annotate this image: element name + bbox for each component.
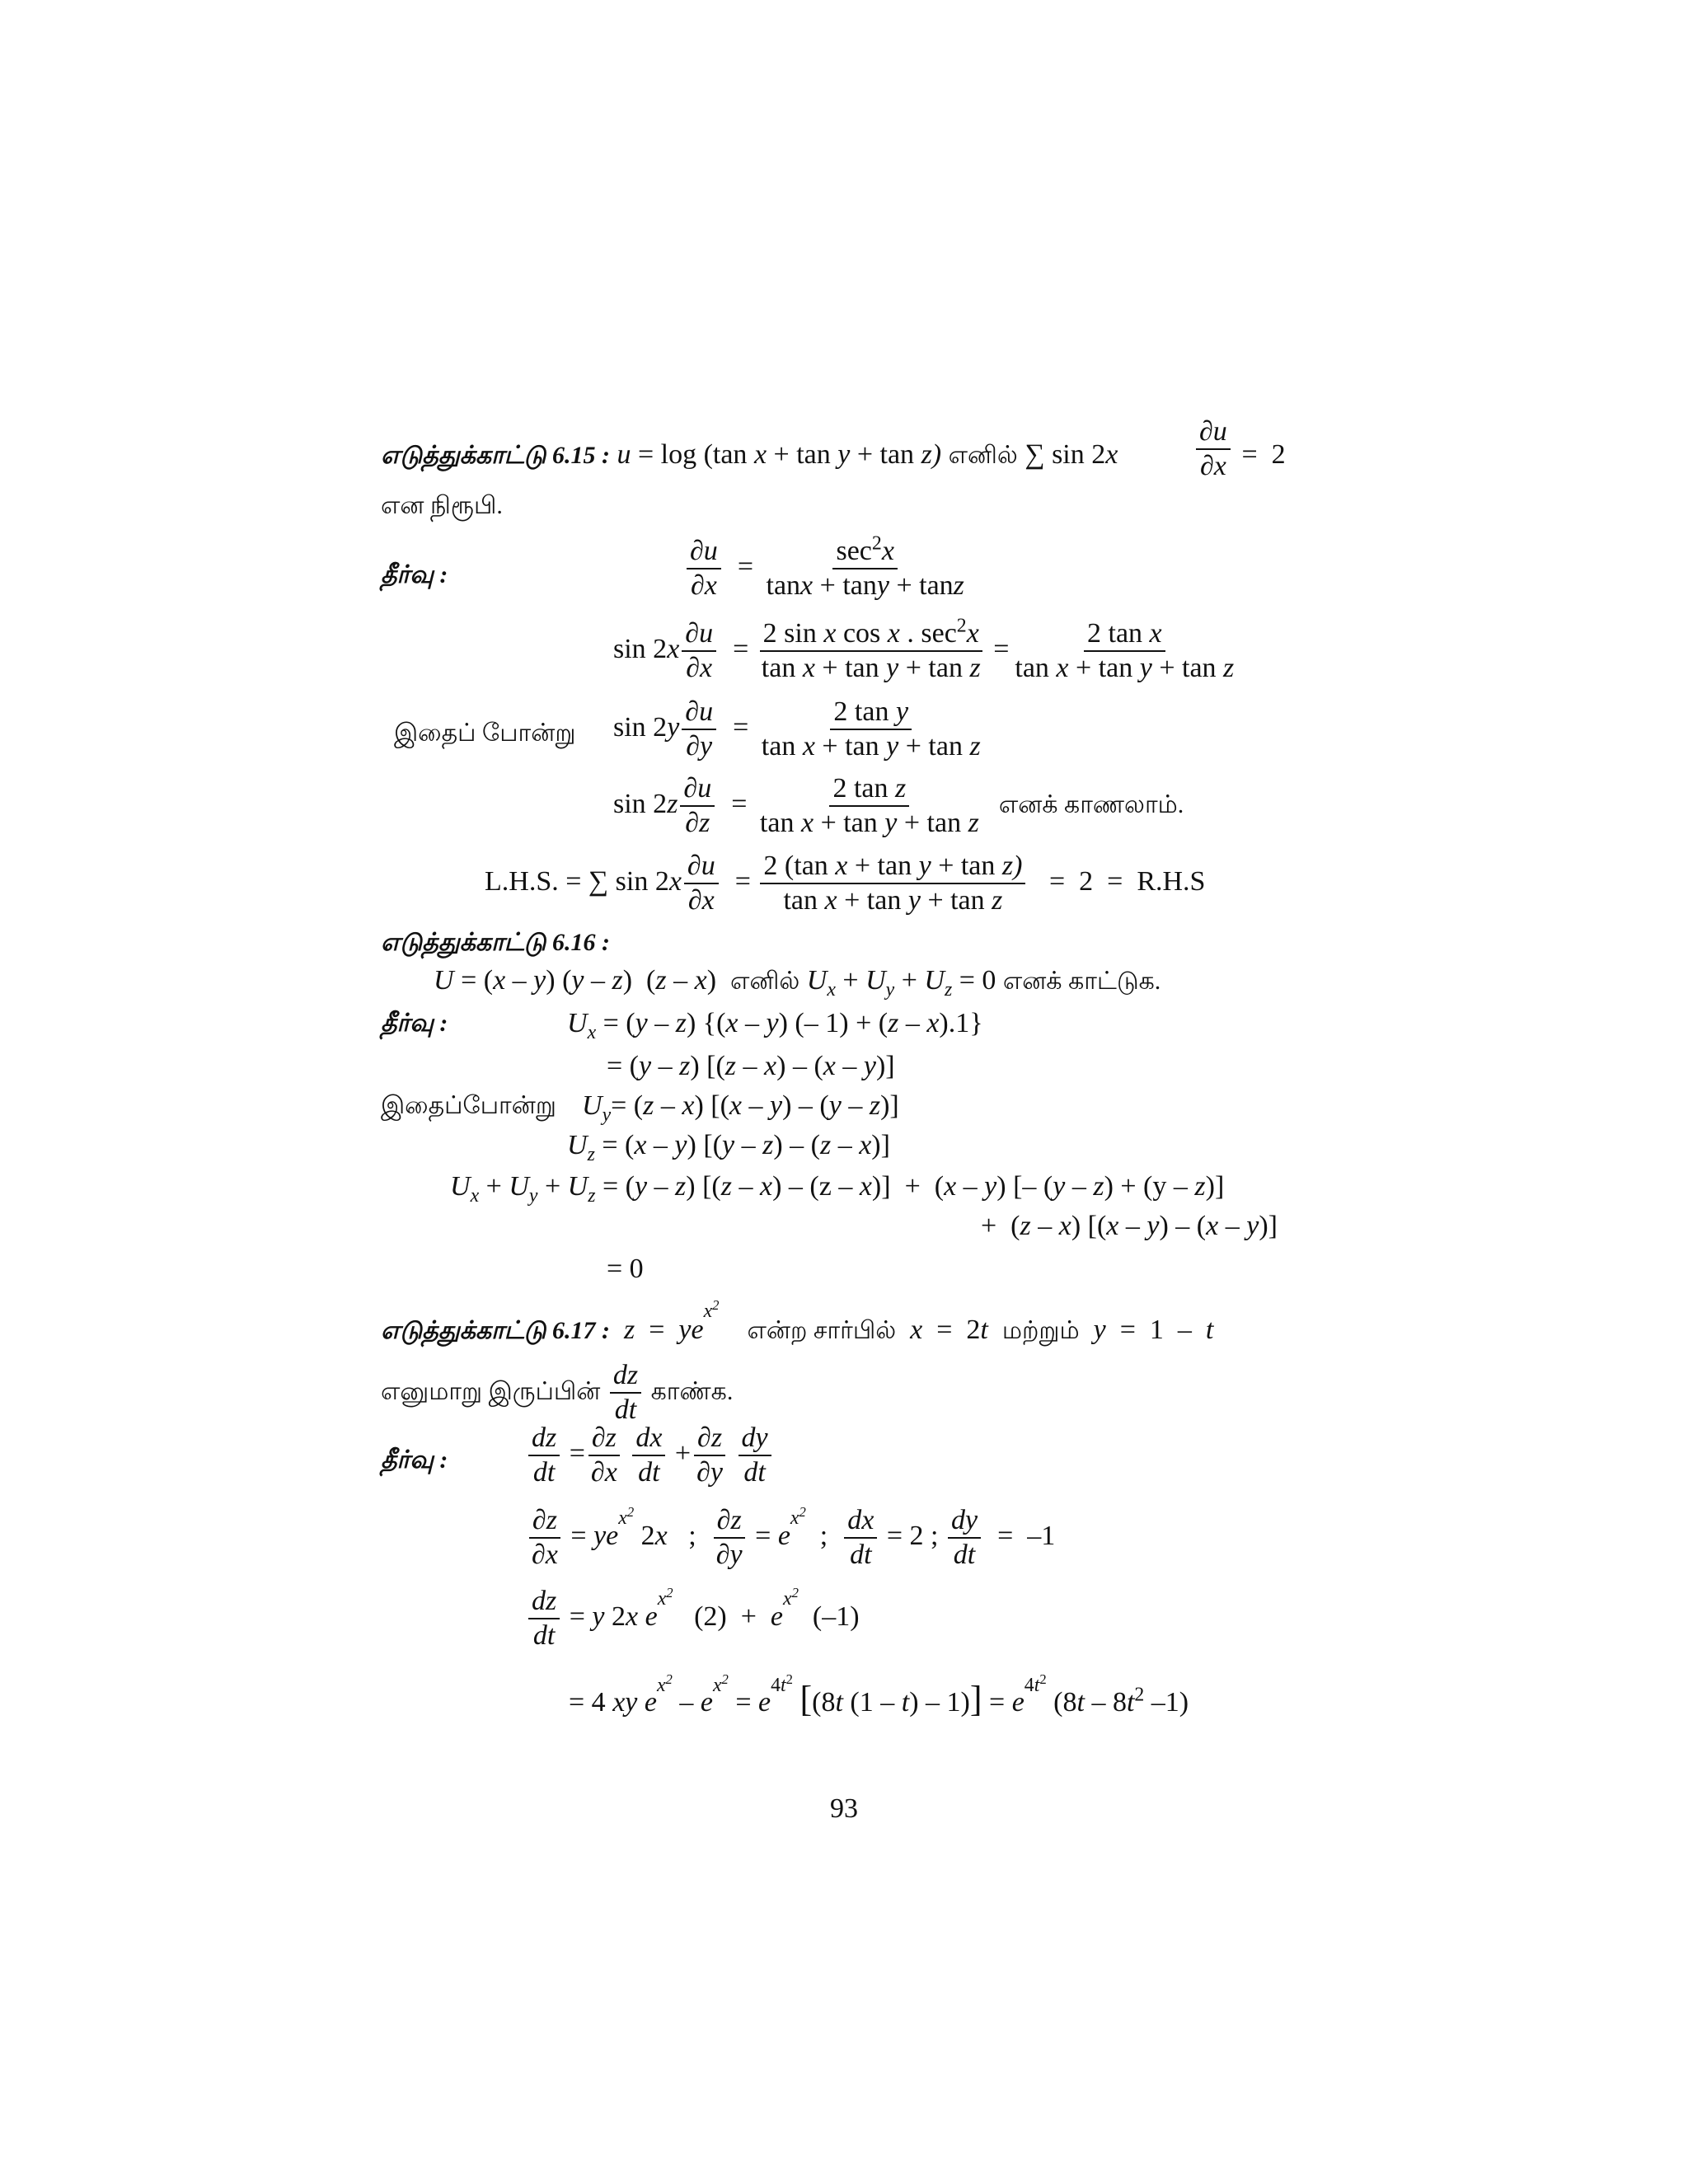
example-6-17-cont: எனுமாறு இருப்பின் $\frac{dz}{dt}$ காண்க. xyxy=(381,1360,734,1425)
example-6-15-solution-label: தீர்வு : xyxy=(381,561,448,588)
eq-16-ux: $U_x = (y - z)$ {(x – y) (– 1) + (z – x).1} xyxy=(567,1008,983,1043)
eq-16-ux-2: = (y – z) [(z – x) – (x – y)] xyxy=(607,1051,895,1081)
eq-15-line1: $\frac{\partial u}{\partial x}$ = $\frac{\sec^2x}{\tan x + \tan y + \tan z}$ xyxy=(684,536,970,602)
example-6-15-label: எடுத்துக்காட்டு 6.15 : xyxy=(381,442,610,469)
eq-16-uz: $U_z = (x - y)$ [(y – z) – (z – x)] xyxy=(567,1130,890,1165)
example-6-17-solution-label: தீர்வு : xyxy=(381,1446,448,1474)
eq-17-substitute: $\frac{dz}{dt}$ = y 2x $e^{x^2}$ $(2) + e^{x^2}$ (–1) xyxy=(526,1586,860,1652)
eq-16-uy: $U_y= (z - x)$ [(x – y) – (y – z)] xyxy=(582,1090,899,1126)
eq-17-result: = 4 xy $e^{x^2} - e^{x^2} = e^{4t^2}$ [(8t $(1 - t) - 1)] = e^{4t^2}$ ($8t - 8t^2$ –1) xyxy=(569,1671,1189,1719)
eq-17-partials: $\frac{\partial z}{\partial x}$ = $ye^{x^2}$ 2x ; $\frac{\partial z}{\partial y}$ = $e^{x^2}$ ; $\frac{dx}{dt}$ = 2 ; $\frac{dy}{dt}$ = –1 xyxy=(526,1505,1055,1571)
page-number: 93 xyxy=(830,1793,858,1824)
example-6-17-statement: எடுத்துக்காட்டு 6.17 : $z = ye^{x^2}$ என்ற சார்பில் x = 2t மற்றும் y = 1 – t xyxy=(381,1296,1214,1345)
example-6-15-cont: என நிரூபி. xyxy=(381,492,503,519)
eq-17-chain-rule: $\frac{dz}{dt}$ = $\frac{\partial z}{\partial x}$ $\frac{dx}{dt}$ + $\frac{\partial z}{\partial y}$ $\frac{dy}{dt}$ xyxy=(526,1422,774,1488)
eq-15-line4: sin 2z $\frac{\partial u}{\partial z}$ = $\frac{\text{2 tan z}}{\text{tan x + tan y + tan z}}$ எனக் காணலாம். xyxy=(613,773,1184,838)
eq-15-lhs-rhs: L.H.S. = ∑ sin 2x $\frac{\partial u}{\partial x}$ = $\frac{\text{2 (tan x + tan y + tan z)}}{\text{tan x + tan y + tan z}}$ = 2 = R.H.S xyxy=(485,851,1206,916)
example-6-16-solution-label: தீர்வு : xyxy=(381,1010,448,1037)
eq-16-sum: $U_x + U_y + U_z = (y - z)$ [(z – x) – (z – x)] + (x – y) [– (y – z) + (y – z)] xyxy=(450,1171,1225,1207)
example-6-16-statement: U = (x – y) (y – z) (z – x) எனில் $U_x + U_y + U_z = 0$ எனக் காட்டுக. xyxy=(434,965,1161,1001)
example-6-16-label: எடுத்துக்காட்டு 6.16 : xyxy=(381,929,610,956)
eq-16-zero: = 0 xyxy=(607,1254,644,1284)
example-6-15-statement: எடுத்துக்காட்டு 6.15 : u = log (tan x + tan y + tan z) எனில் ∑ sin 2x xyxy=(381,439,1118,470)
example-6-15-fraction: $\frac{\partial u}{\partial x}$ xyxy=(1193,416,1233,482)
example-6-17-label: எடுத்துக்காட்டு 6.17 : xyxy=(381,1317,610,1344)
likewise-label-15: இதைப் போன்று xyxy=(394,719,576,747)
eq-15-line2: sin 2x $\frac{\partial u}{\partial x}$ = $\frac{2 \sin x \cos x . \sec^2x}{\text{tan x + tan y + tan z}}$ = $\frac{\text{2 tan x}}{\text{tan x + tan y + tan z}}$ xyxy=(613,615,1235,683)
eq-15-line3: sin 2y $\frac{\partial u}{\partial y}$ = $\frac{\text{2 tan y}}{\text{tan x + tan y + tan z}}$ xyxy=(613,696,981,762)
can-see-text: எனக் காணலாம். xyxy=(998,790,1184,818)
likewise-label-16: இதைப்போன்று xyxy=(381,1092,556,1119)
eq-16-sum-2: + (z – x) [(x – y) – (x – y)] xyxy=(981,1211,1278,1241)
